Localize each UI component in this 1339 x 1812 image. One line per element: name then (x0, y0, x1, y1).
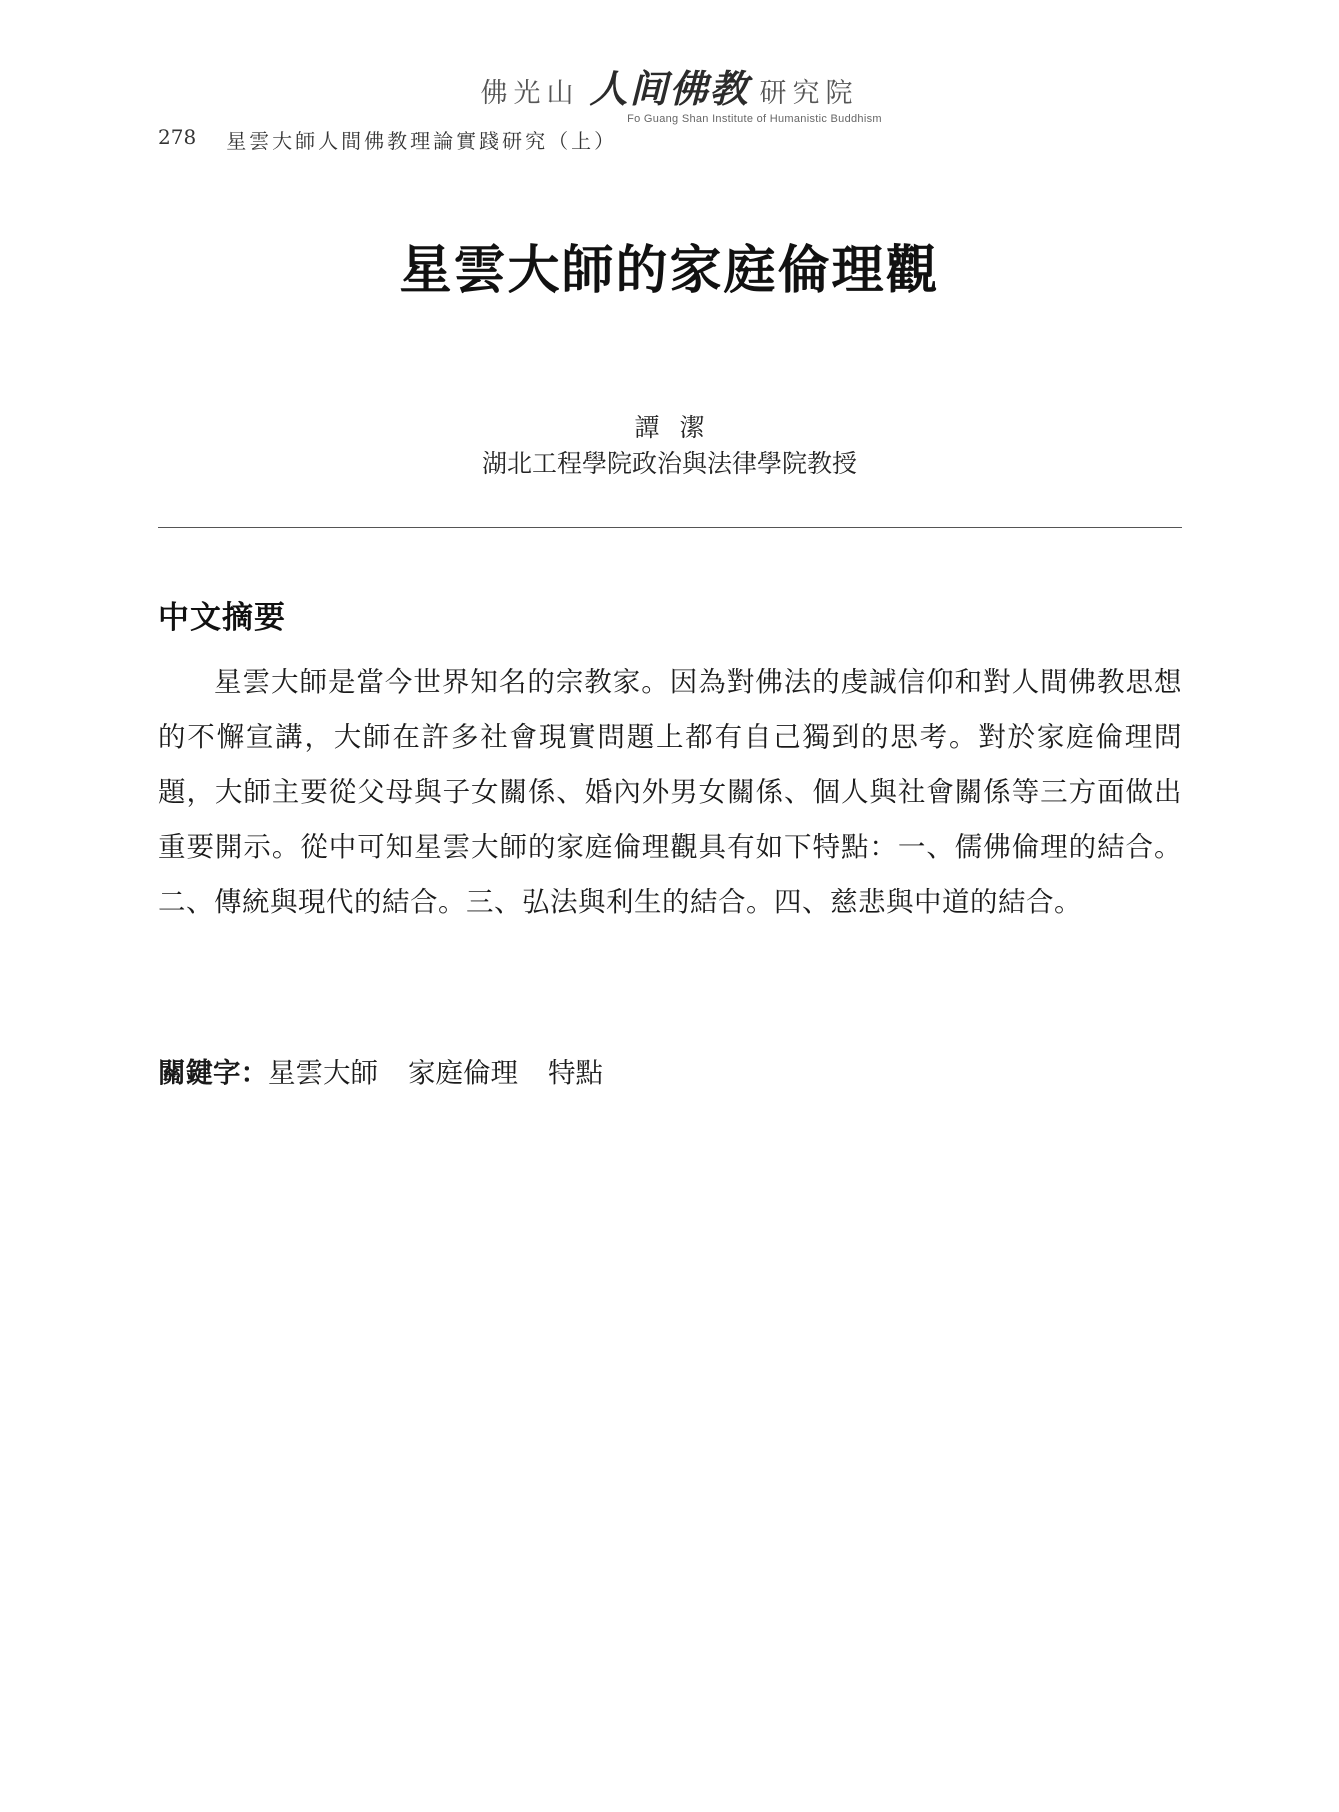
keywords (158, 1050, 633, 1090)
abstract-body: 星雲大師是當今世界知名的宗教家。因為對佛法的虔誠信仰和對人間佛教思想的不懈宣講，大師在許多社會現實問題上都有自己獨到的思考。對於家庭倫理問題，大師主要從父母與子女關係、婚內外男女關係、個人與社會關係等三方面做出重要開示。從中可知星雲大師的家庭倫理觀具有如下特點：一、儒佛倫理的結合。二、傳統與現代的結合。三、弘法與利生的結合。四、慈悲與中道的結合。 (158, 666, 1182, 918)
article-title: 星雲大師的家庭倫理觀 (399, 240, 940, 301)
logo-line (480, 58, 858, 113)
page-number: 278 (158, 125, 197, 149)
keyword-item: 特點 (548, 1057, 603, 1089)
abstract-heading: 中文摘要 (158, 600, 286, 636)
book-title: 星雲大師人間佛教理論實踐研究（上） (226, 129, 618, 153)
keyword-item: 家庭倫理 (408, 1057, 518, 1089)
keyword-item: 星雲大師 (268, 1057, 378, 1089)
logo-english-name: Fo Guang Shan Institute of Humanistic Buddhism (627, 113, 882, 125)
author-name: 譚潔 (634, 413, 725, 442)
logo-prefix: 佛光山 (480, 78, 580, 109)
logo-suffix: 研究院 (759, 78, 859, 109)
institute-logo (0, 58, 1339, 125)
author-affiliation: 湖北工程學院政治與法律學院教授 (481, 449, 857, 478)
logo-brand: 人间佛教 (589, 66, 750, 111)
running-header (158, 125, 617, 154)
header-divider (158, 527, 1182, 528)
keywords-label: 關鍵字： (158, 1057, 268, 1089)
